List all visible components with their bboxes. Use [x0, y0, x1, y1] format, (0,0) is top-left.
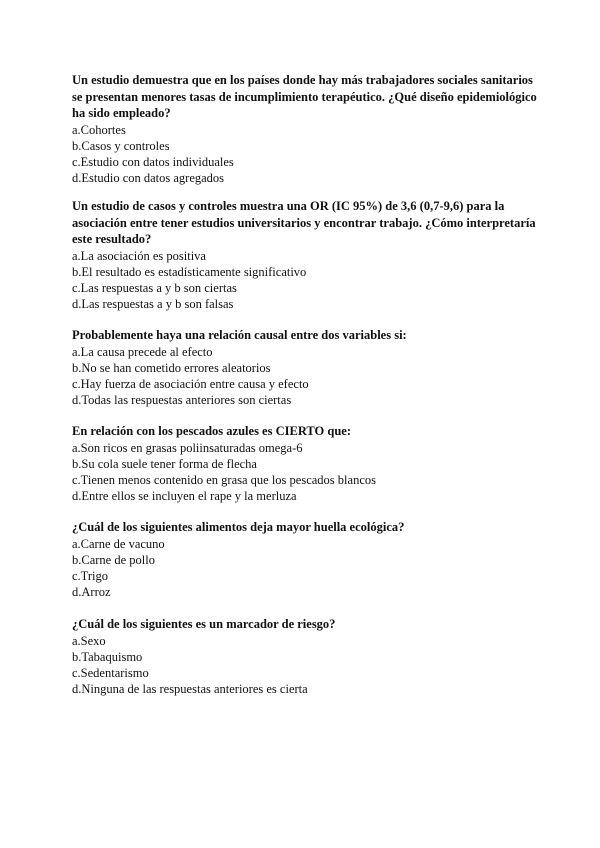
- answer-options: [72, 440, 542, 504]
- answer-options: [72, 122, 542, 186]
- question-4: [72, 423, 542, 504]
- answer-option: a.Carne de vacuno: [72, 536, 165, 551]
- question-5: [72, 519, 542, 600]
- answer-options: [72, 248, 542, 312]
- answer-option: c.Hay fuerza de asociación entre causa y efecto: [72, 376, 309, 391]
- answer-option: d.Las respuestas a y b son falsas: [72, 296, 234, 311]
- answer-option: d.Estudio con datos agregados: [72, 170, 225, 185]
- answer-option: c.Trigo: [72, 568, 109, 583]
- answer-options: [72, 633, 542, 697]
- answer-option: b.No se han cometido errores aleatorios: [72, 360, 271, 375]
- answer-option: c.Sedentarismo: [72, 665, 149, 680]
- answer-option: c.Tienen menos contenido en grasa que los pescados blancos: [72, 472, 376, 487]
- answer-option: c.Las respuestas a y b son ciertas: [72, 280, 237, 295]
- answer-option: b.Carne de pollo: [72, 552, 155, 567]
- question-1: [72, 72, 542, 186]
- answer-option: a.La causa precede al efecto: [72, 344, 213, 359]
- answer-option: d.Ninguna de las respuestas anteriores es cierta: [72, 681, 308, 696]
- question-stem: Un estudio de casos y controles muestra una OR (IC 95%) de 3,6 (0,7-9,6) para la asociación entre tener estudios universitarios y encontrar trabajo. ¿Cómo interpretaría este resultado?: [72, 199, 536, 246]
- question-stem: ¿Cuál de los siguientes alimentos deja mayor huella ecológica?: [72, 520, 405, 534]
- answer-option: d.Entre ellos se incluyen el rape y la merluza: [72, 488, 297, 503]
- answer-option: d.Arroz: [72, 584, 111, 599]
- question-6: [72, 616, 542, 697]
- answer-option: a.Cohortes: [72, 122, 126, 137]
- answer-option: a.Sexo: [72, 633, 106, 648]
- answer-options: [72, 536, 542, 600]
- question-stem: En relación con los pescados azules es CIERTO que:: [72, 424, 351, 438]
- answer-option: d.Todas las respuestas anteriores son ciertas: [72, 392, 292, 407]
- answer-options: [72, 344, 542, 408]
- question-3: [72, 327, 542, 408]
- answer-option: b.Casos y controles: [72, 138, 170, 153]
- question-2: [72, 198, 542, 312]
- question-stem: ¿Cuál de los siguientes es un marcador de riesgo?: [72, 617, 336, 631]
- question-stem: Un estudio demuestra que en los países donde hay más trabajadores sociales sanitarios se presentan menores tasas de incumplimiento terapéutico. ¿Qué diseño epidemiológico ha sido empleado?: [72, 73, 537, 120]
- answer-option: a.La asociación es positiva: [72, 248, 206, 263]
- answer-option: b.Su cola suele tener forma de flecha: [72, 456, 257, 471]
- answer-option: c.Estudio con datos individuales: [72, 154, 234, 169]
- question-stem: Probablemente haya una relación causal entre dos variables si:: [72, 328, 407, 342]
- answer-option: b.Tabaquismo: [72, 649, 143, 664]
- answer-option: a.Son ricos en grasas poliinsaturadas omega-6: [72, 440, 303, 455]
- answer-option: b.El resultado es estadísticamente significativo: [72, 264, 307, 279]
